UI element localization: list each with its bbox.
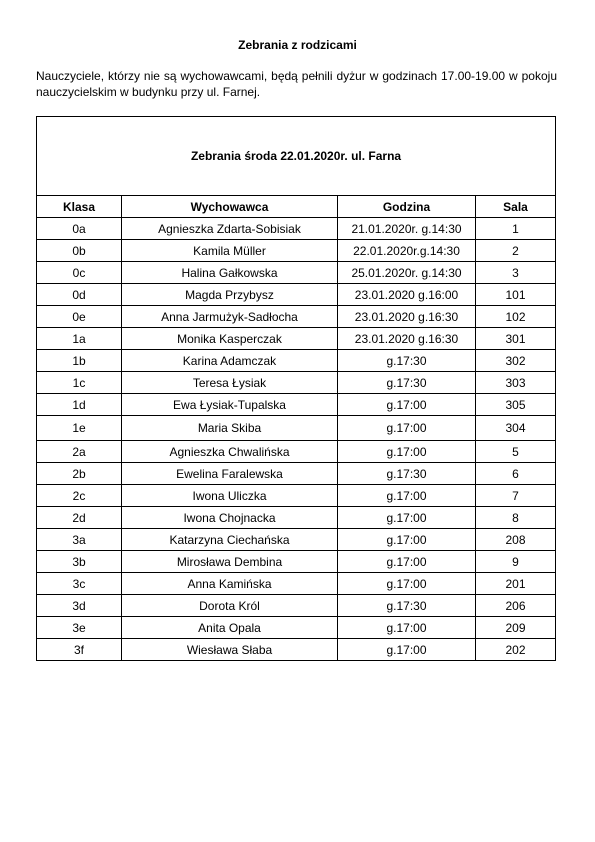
table-row bbox=[37, 441, 556, 463]
table-row bbox=[37, 328, 556, 350]
header-sala: Sala bbox=[476, 196, 556, 218]
cell-wychowawca: Teresa Łysiak bbox=[122, 372, 338, 394]
cell-sala: 2 bbox=[476, 240, 556, 262]
cell-klasa: 0c bbox=[37, 262, 122, 284]
cell-godzina: g.17:00 bbox=[338, 507, 476, 529]
cell-sala: 206 bbox=[476, 595, 556, 617]
table-row bbox=[37, 262, 556, 284]
cell-klasa: 1c bbox=[37, 372, 122, 394]
table-row bbox=[37, 218, 556, 240]
cell-sala: 1 bbox=[476, 218, 556, 240]
cell-klasa: 1d bbox=[37, 394, 122, 416]
table-row bbox=[37, 463, 556, 485]
cell-godzina: 21.01.2020r. g.14:30 bbox=[338, 218, 476, 240]
table-row bbox=[37, 372, 556, 394]
cell-sala: 3 bbox=[476, 262, 556, 284]
cell-godzina: g.17:30 bbox=[338, 463, 476, 485]
table-row bbox=[37, 284, 556, 306]
page-title: Zebrania z rodzicami bbox=[238, 38, 357, 52]
cell-sala: 201 bbox=[476, 573, 556, 595]
cell-wychowawca: Anita Opala bbox=[122, 617, 338, 639]
cell-klasa: 2a bbox=[37, 441, 122, 463]
header-godzina: Godzina bbox=[338, 196, 476, 218]
cell-godzina: 22.01.2020r.g.14:30 bbox=[338, 240, 476, 262]
table-caption: Zebrania środa 22.01.2020r. ul. Farna bbox=[37, 117, 556, 196]
table-row bbox=[37, 485, 556, 507]
cell-sala: 209 bbox=[476, 617, 556, 639]
cell-klasa: 3a bbox=[37, 529, 122, 551]
cell-wychowawca: Katarzyna Ciechańska bbox=[122, 529, 338, 551]
table-row bbox=[37, 551, 556, 573]
cell-klasa: 0a bbox=[37, 218, 122, 240]
cell-godzina: 23.01.2020 g.16:00 bbox=[338, 284, 476, 306]
table-row bbox=[37, 595, 556, 617]
meetings-table bbox=[36, 116, 556, 661]
cell-wychowawca: Anna Kamińska bbox=[122, 573, 338, 595]
cell-wychowawca: Maria Skiba bbox=[122, 416, 338, 441]
cell-sala: 304 bbox=[476, 416, 556, 441]
cell-klasa: 0e bbox=[37, 306, 122, 328]
cell-godzina: g.17:00 bbox=[338, 529, 476, 551]
cell-klasa: 2c bbox=[37, 485, 122, 507]
cell-wychowawca: Ewelina Faralewska bbox=[122, 463, 338, 485]
cell-wychowawca: Wiesława Słaba bbox=[122, 639, 338, 661]
table-row bbox=[37, 394, 556, 416]
cell-sala: 7 bbox=[476, 485, 556, 507]
cell-klasa: 3c bbox=[37, 573, 122, 595]
header-wychowawca: Wychowawca bbox=[122, 196, 338, 218]
cell-godzina: g.17:00 bbox=[338, 394, 476, 416]
cell-wychowawca: Dorota Król bbox=[122, 595, 338, 617]
table-row bbox=[37, 639, 556, 661]
cell-sala: 305 bbox=[476, 394, 556, 416]
cell-klasa: 0d bbox=[37, 284, 122, 306]
table-row bbox=[37, 617, 556, 639]
cell-wychowawca: Mirosława Dembina bbox=[122, 551, 338, 573]
table-row bbox=[37, 240, 556, 262]
table-row bbox=[37, 529, 556, 551]
cell-klasa: 1b bbox=[37, 350, 122, 372]
cell-wychowawca: Kamila Müller bbox=[122, 240, 338, 262]
cell-wychowawca: Agnieszka Zdarta-Sobisiak bbox=[122, 218, 338, 240]
cell-sala: 208 bbox=[476, 529, 556, 551]
cell-sala: 6 bbox=[476, 463, 556, 485]
table-row bbox=[37, 350, 556, 372]
cell-sala: 302 bbox=[476, 350, 556, 372]
cell-godzina: g.17:00 bbox=[338, 617, 476, 639]
cell-godzina: g.17:00 bbox=[338, 639, 476, 661]
cell-sala: 8 bbox=[476, 507, 556, 529]
cell-sala: 5 bbox=[476, 441, 556, 463]
table-row bbox=[37, 507, 556, 529]
cell-klasa: 1e bbox=[37, 416, 122, 441]
cell-wychowawca: Anna Jarmużyk-Sadłocha bbox=[122, 306, 338, 328]
cell-wychowawca: Monika Kasperczak bbox=[122, 328, 338, 350]
cell-wychowawca: Magda Przybysz bbox=[122, 284, 338, 306]
cell-godzina: g.17:00 bbox=[338, 416, 476, 441]
intro-paragraph: Nauczyciele, którzy nie są wychowawcami, będą pełnili dyżur w godzinach 17.00-19.00 w pokoju nauczycielskim w budynku przy ul. Farnej. bbox=[36, 69, 557, 99]
cell-wychowawca: Iwona Uliczka bbox=[122, 485, 338, 507]
header-klasa: Klasa bbox=[37, 196, 122, 218]
cell-godzina: g.17:00 bbox=[338, 441, 476, 463]
cell-wychowawca: Agnieszka Chwalińska bbox=[122, 441, 338, 463]
cell-klasa: 3e bbox=[37, 617, 122, 639]
cell-sala: 101 bbox=[476, 284, 556, 306]
cell-godzina: g.17:30 bbox=[338, 372, 476, 394]
cell-wychowawca: Ewa Łysiak-Tupalska bbox=[122, 394, 338, 416]
cell-sala: 202 bbox=[476, 639, 556, 661]
cell-godzina: g.17:30 bbox=[338, 350, 476, 372]
cell-klasa: 2d bbox=[37, 507, 122, 529]
table-row bbox=[37, 416, 556, 441]
cell-klasa: 0b bbox=[37, 240, 122, 262]
cell-sala: 9 bbox=[476, 551, 556, 573]
cell-godzina: g.17:00 bbox=[338, 551, 476, 573]
cell-wychowawca: Karina Adamczak bbox=[122, 350, 338, 372]
header-row bbox=[37, 196, 556, 218]
cell-godzina: 23.01.2020 g.16:30 bbox=[338, 328, 476, 350]
cell-godzina: g.17:00 bbox=[338, 573, 476, 595]
cell-godzina: 25.01.2020r. g.14:30 bbox=[338, 262, 476, 284]
cell-wychowawca: Halina Gałkowska bbox=[122, 262, 338, 284]
cell-sala: 102 bbox=[476, 306, 556, 328]
table-row bbox=[37, 306, 556, 328]
cell-godzina: g.17:00 bbox=[338, 485, 476, 507]
cell-sala: 301 bbox=[476, 328, 556, 350]
cell-godzina: 23.01.2020 g.16:30 bbox=[338, 306, 476, 328]
cell-sala: 303 bbox=[476, 372, 556, 394]
cell-godzina: g.17:30 bbox=[338, 595, 476, 617]
table-row bbox=[37, 573, 556, 595]
cell-klasa: 3f bbox=[37, 639, 122, 661]
cell-klasa: 2b bbox=[37, 463, 122, 485]
cell-klasa: 3d bbox=[37, 595, 122, 617]
cell-klasa: 1a bbox=[37, 328, 122, 350]
cell-klasa: 3b bbox=[37, 551, 122, 573]
cell-wychowawca: Iwona Chojnacka bbox=[122, 507, 338, 529]
